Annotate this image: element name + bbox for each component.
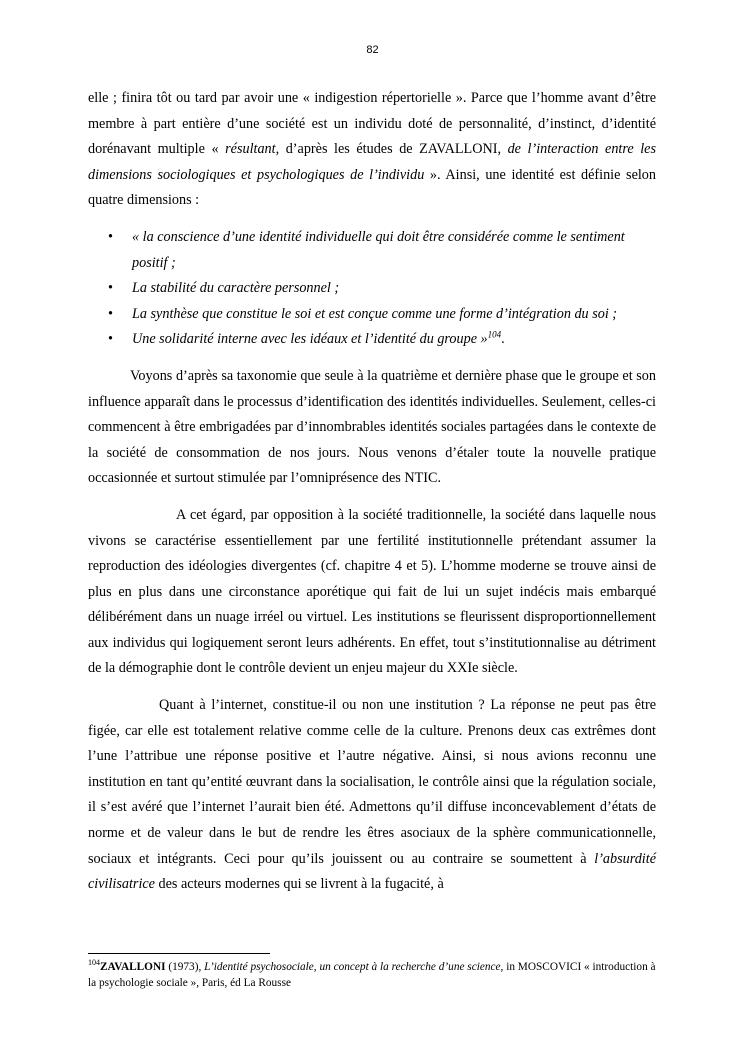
bullet-icon: • bbox=[108, 331, 113, 348]
paragraph-3: A cet égard, par opposition à la société traditionnelle, la société dans laquelle nous vivons se caractérise essentiellement par une fertilité institutionnelle prétendant assumer la reproduction des idéologies divergentes (cf. chapitre 4 et 5). L’homme moderne se trouve ainsi de plus en plus dans une circonstance aporétique qui fait de lui un sujet indécis mais embarqué délibérément dans un nuage irréel ou virtuel. Les institutions se fleurissent disproportionnellement aux individus qui logiquement seront leurs adhérents. En effet, tout s’institutionnalise au détriment de la démographie dont le contrôle devient un enjeu majeur du XXIe siècle. bbox=[88, 506, 656, 677]
paragraph-2: Voyons d’après sa taxonomie que seule à la quatrième et dernière phase que le groupe et son influence apparaît dans le processus d’identification des identités individuelles. Seulement, celles-ci commencent à être embrigadées par d’innombrables identités sociales partagées dans le contexte de la société de consommation de nos jours. Nous venons d’étaler toute la nouvelle pratique occasionnée et surtout stimulée par l’omniprésence des NTIC. bbox=[88, 367, 656, 487]
list-item: • La synthèse que constitue le soi et est conçue comme une forme d’intégration du soi ; bbox=[88, 302, 656, 328]
dimension-list bbox=[88, 225, 656, 353]
paragraph-4: Quant à l’internet, constitue-il ou non une institution ? La réponse ne peut pas être figée, car elle est totalement relative comme celle de la culture. Prenons deux cas extrêmes dont l’une l’attribue une réponse positive et l’autre négative. Ainsi, si nous avions reconnu une institution en tant qu’entité œuvrant dans la socialisation, le contrôle ainsi que la régulation sociale, il s’est avéré que l’internet l’aurait bien été. Admettons qu’il diffuse inconcevablement d’états de norme et de valeur dans le but de rendre les êtres asociaux de la sphère communicationnelle, sociaux et intégrants. Ceci pour qu’ils jouissent ou au contraire se soumettent à l’absurdité civilisatrice des acteurs modernes qui se livrent à la fugacité, à bbox=[88, 697, 656, 893]
paragraph-1: elle ; finira tôt ou tard par avoir une « indigestion répertorielle ». Parce que l’homme avant d’être membre à part entière d’une société est un individu doté de personnalité, d’instinct, d’identité dorénavant multiple « résultant, d’après les études de ZAVALLONI, de l’interaction entre les dimensions sociologiques et psychologiques de l’individu ». Ainsi, une identité est définie selon quatre dimensions : bbox=[88, 90, 656, 209]
footnote-author: ZAVALLONI bbox=[100, 961, 166, 973]
body-text bbox=[88, 86, 656, 898]
bullet-icon: • bbox=[108, 228, 113, 245]
footnote: $^{104}$ZAVALLONI (1973), L’identité psychosociale, un concept à la recherche d’une science, in MOSCOVICI « introduction à la psychologie sociale », Paris, éd La Rousse bbox=[88, 958, 656, 989]
list-item: • La stabilité du caractère personnel ; bbox=[88, 276, 656, 302]
bullet-icon: • bbox=[108, 305, 113, 322]
footnote-title: L’identité psychosociale, un concept à la recherche d’une science bbox=[204, 961, 501, 973]
page-number: 82 bbox=[366, 44, 379, 56]
list-item: • Une solidarité interne avec les idéaux et l’identité du groupe »$^{104}$. bbox=[88, 327, 656, 353]
list-item: • « la conscience d’une identité individuelle qui doit être considérée comme le sentiment positif ; bbox=[88, 225, 656, 276]
footnote-number: 104 bbox=[88, 958, 100, 968]
footnote-separator bbox=[88, 953, 270, 954]
bullet-icon: • bbox=[108, 280, 113, 297]
footnote-ref[interactable]: 104 bbox=[487, 329, 502, 340]
